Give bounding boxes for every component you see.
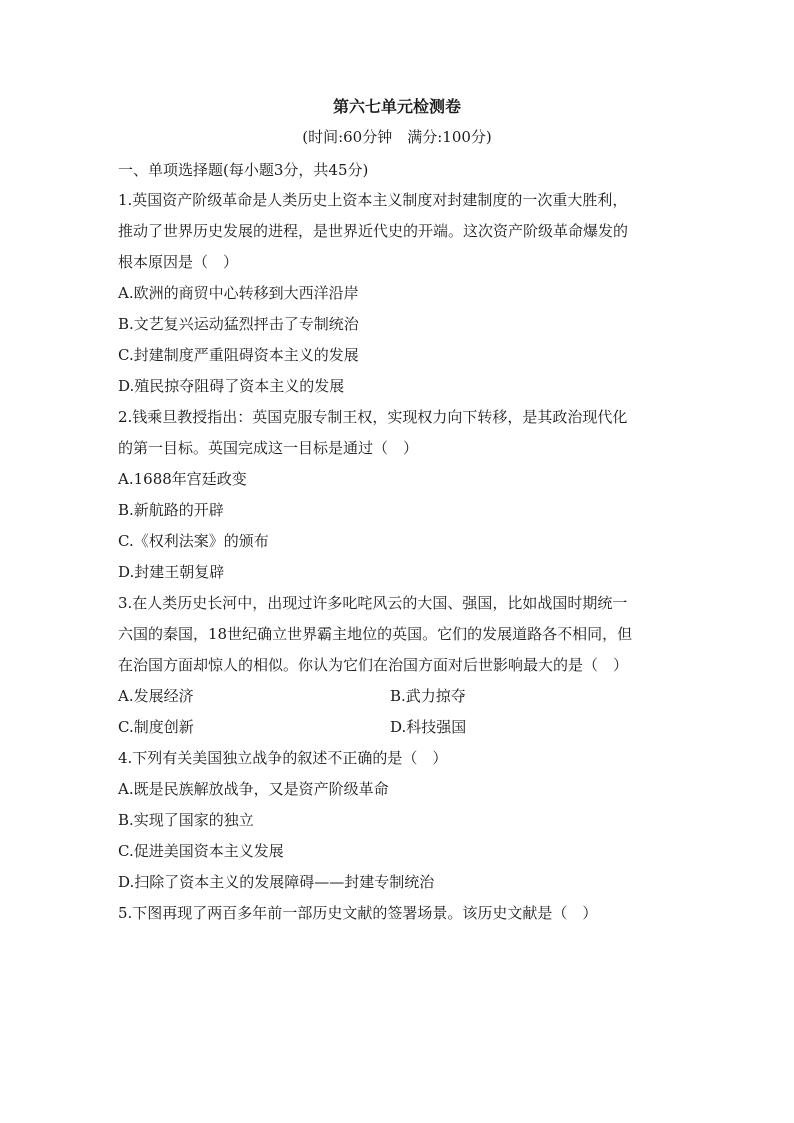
option-b: B.新航路的开辟 [118,501,224,519]
question-text-line: 1.英国资产阶级革命是人类历史上资本主义制度对封建制度的一次重大胜利， [118,191,628,209]
option-d: D.扫除了资本主义的发展障碍——封建专制统治 [118,873,435,891]
option-row [118,712,678,743]
exam-content [118,156,678,929]
option-c: C.封建制度严重阻碍资本主义的发展 [118,346,359,364]
option-c: C.制度创新 [118,718,194,736]
question-text-line: 的第一目标。英国完成这一目标是通过（ ） [118,439,419,457]
option-d: D.封建王朝复辟 [118,563,225,581]
option-b: B.武力掠夺 [390,687,466,705]
option-b: B.实现了国家的独立 [118,811,254,829]
question-text-line: 六国的秦国，18世纪确立世界霸主地位的英国。它们的发展道路各不相同，但 [118,625,633,643]
option-d: D.殖民掠夺阻碍了资本主义的发展 [118,377,345,395]
question-text-line: 在治国方面却惊人的相似。你认为它们在治国方面对后世影响最大的是（ ） [118,656,629,674]
question-2 [118,402,678,588]
page-title: 第六七单元检测卷 [332,97,461,116]
option-a: A.1688年宫廷政变 [118,470,247,488]
question-4 [118,743,678,898]
question-text-line: 2.钱乘旦教授指出：英国克服专制王权，实现权力向下转移，是其政治现代化 [118,408,628,426]
option-c: C.促进美国资本主义发展 [118,842,284,860]
question-5 [118,898,678,929]
question-text-line: 5.下图再现了两百多年前一部历史文献的签署场景。该历史文献是（ ） [118,904,598,922]
section-heading: 一、单项选择题(每小题3分，共45分) [118,161,369,179]
question-text-line: 根本原因是（ ） [118,253,239,271]
option-d: D.科技强国 [390,718,467,736]
question-3 [118,588,678,743]
option-a: A.发展经济 [118,687,194,705]
question-text-line: 3.在人类历史长河中，出现过许多叱咤风云的大国、强国，比如战国时期统一 [118,594,628,612]
option-a: A.欧洲的商贸中心转移到大西洋沿岸 [118,284,359,302]
question-text-line: 4.下列有关美国独立战争的叙述不正确的是（ ） [118,749,448,767]
option-row [118,681,678,712]
question-text-line: 推动了世界历史发展的进程，是世界近代史的开端。这次资产阶级革命爆发的 [118,222,629,240]
option-c: C.《权利法案》的颁布 [118,532,269,550]
option-a: A.既是民族解放战争，又是资产阶级革命 [118,780,389,798]
question-1 [118,185,678,402]
exam-info: (时间:60分钟 满分:100分) [302,128,492,146]
option-b: B.文艺复兴运动猛烈抨击了专制统治 [118,315,359,333]
